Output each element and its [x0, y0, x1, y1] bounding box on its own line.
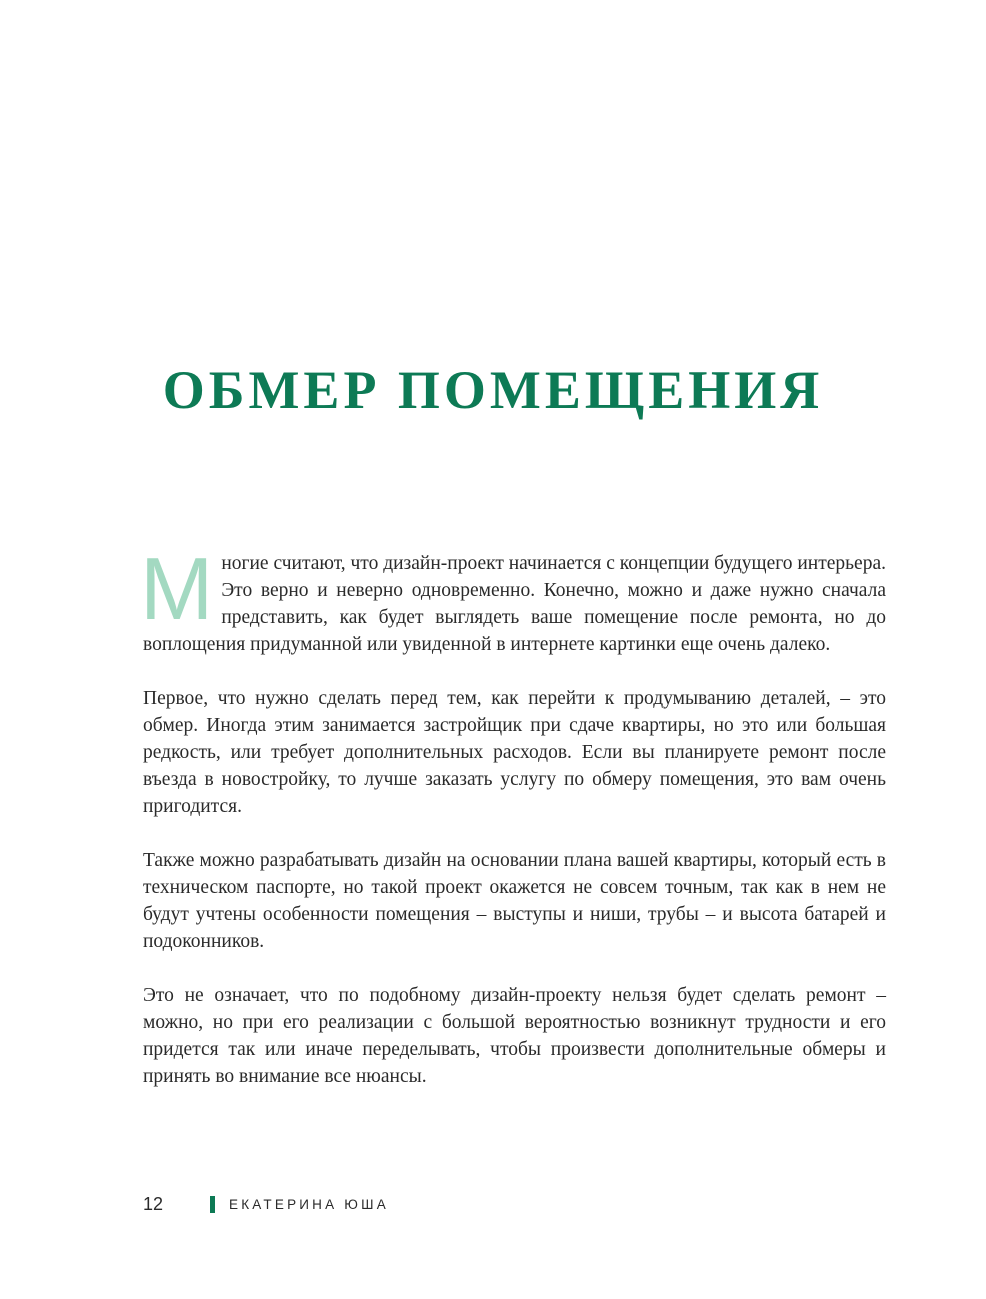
paragraph-2: Первое, что нужно сделать перед тем, как перейти к продумыванию деталей, – это обмер. Иногда этим занимается застройщик при сдаче квартиры, но это или большая редкость, или требует дополнительных расходов. Если вы планируете ремонт после въезда в новостройку, то лучше заказать услугу по обмеру помещения, это вам очень пригодится.	[143, 688, 886, 817]
author-name: ЕКАТЕРИНА ЮША	[229, 1197, 389, 1212]
paragraph-4: Это не означает, что по подобному дизайн-проекту нельзя будет сделать ремонт – можно, но при его реализации с большой вероятностью возникнут трудности и его придется так или иначе переделывать, чтобы произвести дополнительные обмеры и принять во внимание все нюансы.	[143, 985, 886, 1087]
paragraph-1-text: ногие считают, что дизайн-проект начинается с концепции будущего интерьера. Это верно и неверно одновременно. Конечно, можно и даже нужно сначала представить, как будет выглядеть ваше помещение после ремонта, но до воплощения придуманной или увиденной в интернете картинки еще очень далеко.	[143, 553, 886, 655]
footer-divider-bar	[210, 1196, 215, 1213]
paragraph-1	[140, 539, 886, 658]
page-number: 12	[143, 1194, 164, 1214]
drop-cap: М	[140, 539, 214, 638]
body-text	[140, 539, 886, 1117]
page-title: ОБМЕР ПОМЕЩЕНИЯ	[162, 360, 824, 420]
paragraph-3: Также можно разрабатывать дизайн на основании плана вашей квартиры, который есть в техническом паспорте, но такой проект окажется не совсем точным, так как в нем не будут учтены особенности помещения – выступы и ниши, трубы – и высота батарей и подоконников.	[143, 850, 886, 952]
page-footer	[143, 1192, 543, 1216]
